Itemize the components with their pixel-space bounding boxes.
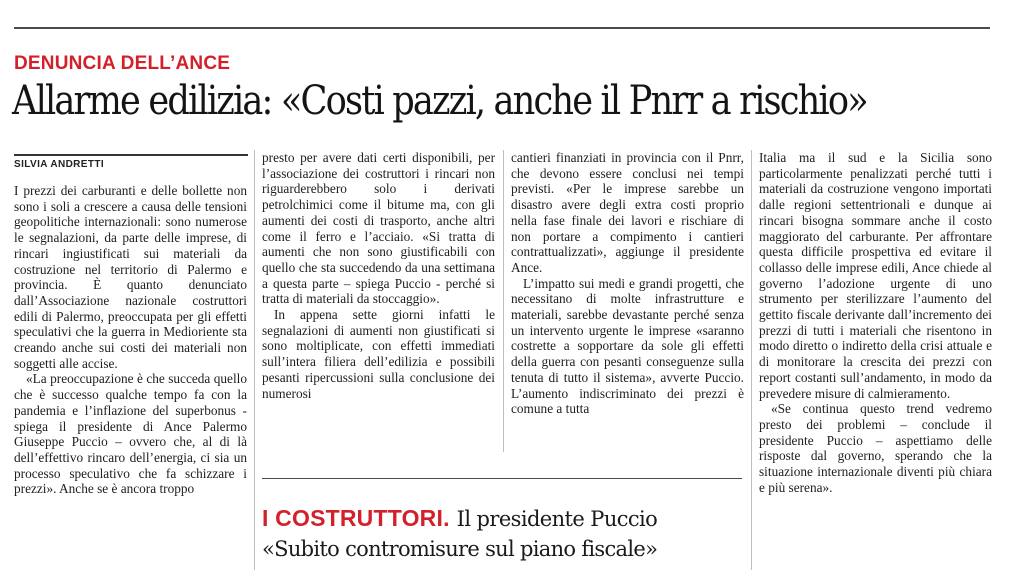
byline-rule: [14, 154, 248, 156]
paragraph: Italia ma il sud e la Sicilia sono particolarmente penalizzati perché tutti i materiali da costruzione vengono importati dalle regioni settentrionali e dunque ai rincari bisogna sommare anche il costo maggiorato del carburante. Per affrontare questa difficile prospettiva ed evitare il collasso delle imprese edili, Ance chiede al governo l’adozione urgente di uno strumento per sterilizzare l’aumento del gettito fiscale derivante dall’incremento dei prezzi di tutti i materiali che risentono in modo diretto o indiretto della crisi attuale e di monitorare la crescita dei prezzi con report costanti sull’andamento, in modo da prevedere misure di calmieramento.: [759, 150, 992, 401]
subhead-label: I COSTRUTTORI.: [262, 505, 450, 531]
paragraph: I prezzi dei carburanti e delle bollette non sono i soli a crescere a causa delle tensioni geopolitiche internazionali: sono numerose le segnalazioni, da parte delle imprese, di rincari ingiustificati sui materiali da costruzione nel territorio di Palermo e provincia. È quanto denunciato dall’Associazione nazionale costruttori edili di Palermo, preoccupata per gli effetti speculativi che la guerra in Medioriente sta creando anche sui costi dei materiali non soggetti alle accise.: [14, 183, 247, 371]
column-separator: [751, 150, 752, 570]
byline: SILVIA ANDRETTI: [14, 159, 105, 170]
column-separator: [503, 150, 504, 452]
article-column-1: [14, 183, 247, 569]
paragraph: «La preoccupazione è che succeda quello che è successo qualche tempo fa con la pandemia e l’inflazione del superbonus - spiega il presidente di Ance Palermo Giuseppe Puccio – ovvero che, al di là dell’effettivo rincaro dell’energia, ci sia un processo speculativo che fa schizzare i prezzi». Anche se è ancora troppo: [14, 371, 247, 497]
article-column-3: [511, 150, 744, 452]
article-column-4: [759, 150, 992, 570]
kicker: DENUNCIA DELL’ANCE: [14, 53, 231, 74]
top-rule: [14, 27, 990, 29]
paragraph: In appena sette giorni infatti le segnalazioni di aumenti non giustificati si sono moltiplicate, con effetti immediati sull’intera filiera dell’edilizia e possibili pesanti ripercussioni sulla conclusione dei numerosi: [262, 307, 495, 401]
subhead-text: Il presidente Puccio: [456, 507, 658, 531]
headline: Allarme edilizia: «Costi pazzi, anche il Pnrr a rischio»: [12, 78, 867, 124]
paragraph: presto per avere dati certi disponibili, per l’associazione dei costruttori i rincari non riguarderebbero solo i derivati petrolchimici come il bitume ma, con gli aumenti dei costi di trasporto, anche altri come il ferro e l’acciaio. «Si tratta di aumenti che non sono giustificabili con quello che sta succedendo da una settimana a questa parte – spiega Puccio - perché si tratta di materiali da stoccaggio».: [262, 150, 495, 307]
subhead-line-2: «Subito contromisure sul piano fiscale»: [262, 537, 658, 561]
paragraph: «Se continua questo trend vedremo presto dei problemi – conclude il presidente Puccio – aspettiamo delle risposte dal governo, sperando che la situazione internazionale diventi più chiara e più serena».: [759, 401, 992, 495]
article-column-2: [262, 150, 495, 452]
column-separator: [254, 150, 255, 570]
subhead-rule: [262, 478, 742, 479]
paragraph: L’impatto sui medi e grandi progetti, che necessitano di molte infrastrutture e materiali, sarebbe devastante perché senza un intervento urgente le imprese «saranno costrette a sopportare da sole gli effetti della guerra con pesanti conseguenze sulla tenuta di tutto il sistema», avverte Puccio. L’aumento indiscriminato dei prezzi è comune a tutta: [511, 275, 744, 417]
paragraph: cantieri finanziati in provincia con il Pnrr, che devono essere conclusi nei tempi previsti. «Per le imprese sarebbe un disastro avere degli extra costi proprio nella fase finale dei lavori e rischiare di non portare a compimento i cantieri contrattualizzati», aggiunge il presidente Ance.: [511, 150, 744, 275]
subhead-line-1: [262, 505, 657, 533]
